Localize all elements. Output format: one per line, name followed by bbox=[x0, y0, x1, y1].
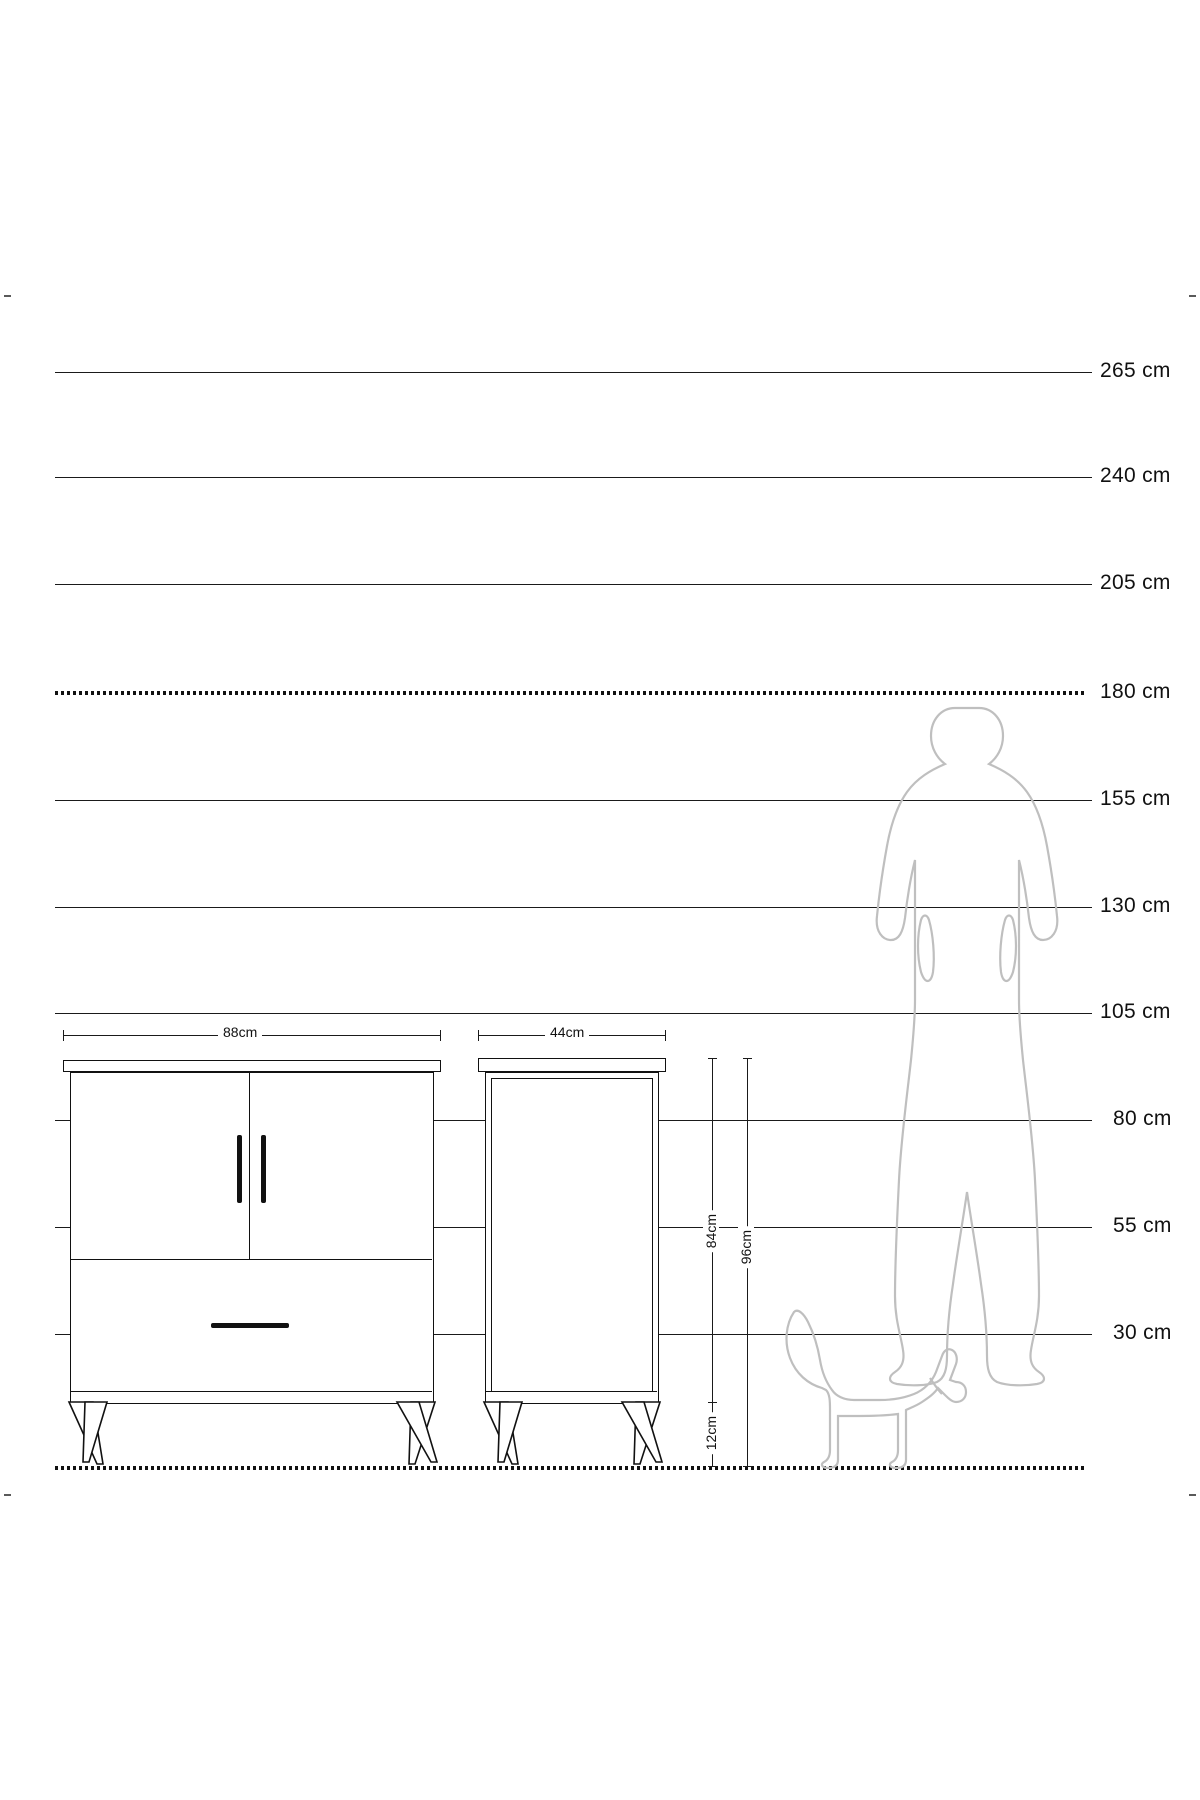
scale-line-265 bbox=[55, 372, 1085, 373]
corner-tick-bottom-left bbox=[4, 1494, 11, 1496]
sideboard-base-line bbox=[71, 1391, 432, 1392]
sideboard-drawer-divider bbox=[71, 1259, 432, 1260]
corner-tick-top-left bbox=[4, 295, 11, 297]
dim-cap-top-84cm bbox=[708, 1058, 717, 1059]
sideboard-top-panel bbox=[63, 1060, 441, 1072]
dim-end-left-88cm bbox=[63, 1030, 64, 1041]
scale-label-155: 155 cm bbox=[1100, 787, 1171, 810]
dim-label-44cm: 44cm bbox=[545, 1024, 589, 1040]
dim-end-left-44cm bbox=[478, 1030, 479, 1041]
scale-dash-240 bbox=[1078, 477, 1092, 478]
cabinet-door[interactable] bbox=[491, 1078, 653, 1392]
dim-end-right-44cm bbox=[665, 1030, 666, 1041]
scale-label-30: 30 cm bbox=[1113, 1321, 1172, 1344]
sideboard-drawer-handle[interactable] bbox=[211, 1323, 289, 1328]
cabinet-top-panel bbox=[478, 1058, 666, 1072]
sideboard-left-door-handle[interactable] bbox=[237, 1135, 242, 1203]
cabinet-legs bbox=[478, 1402, 668, 1468]
sideboard-body bbox=[70, 1072, 434, 1404]
scale-label-80: 80 cm bbox=[1113, 1107, 1172, 1130]
scale-dash-265 bbox=[1078, 372, 1092, 373]
dim-label-96cm: 96cm bbox=[738, 1226, 754, 1268]
scale-dash-205 bbox=[1078, 584, 1092, 585]
dim-cap-top-96cm bbox=[743, 1058, 752, 1059]
dim-label-84cm: 84cm bbox=[703, 1210, 719, 1252]
sideboard-door-divider bbox=[249, 1073, 250, 1259]
sideboard-legs bbox=[63, 1402, 443, 1468]
scale-label-265: 265 cm bbox=[1100, 359, 1171, 382]
scale-line-205 bbox=[55, 584, 1085, 585]
scale-label-130: 130 cm bbox=[1100, 894, 1171, 917]
dim-cap-top-12cm bbox=[708, 1402, 717, 1403]
scale-line-240 bbox=[55, 477, 1085, 478]
dim-label-88cm: 88cm bbox=[218, 1024, 262, 1040]
scale-line-180-dotted bbox=[55, 691, 1085, 695]
cat-silhouette bbox=[780, 1298, 980, 1473]
dim-end-right-88cm bbox=[440, 1030, 441, 1041]
scale-label-205: 205 cm bbox=[1100, 571, 1171, 594]
scale-label-240: 240 cm bbox=[1100, 464, 1171, 487]
sideboard-right-door-handle[interactable] bbox=[261, 1135, 266, 1203]
dim-label-12cm: 12cm bbox=[703, 1412, 719, 1454]
scale-label-105: 105 cm bbox=[1100, 1000, 1171, 1023]
dim-cap-bottom-96cm bbox=[743, 1466, 752, 1467]
scale-label-180: 180 cm bbox=[1100, 680, 1171, 703]
dim-cap-bottom-12cm bbox=[708, 1466, 717, 1467]
corner-tick-bottom-right bbox=[1189, 1494, 1196, 1496]
corner-tick-top-right bbox=[1189, 295, 1196, 297]
scale-label-55: 55 cm bbox=[1113, 1214, 1172, 1237]
